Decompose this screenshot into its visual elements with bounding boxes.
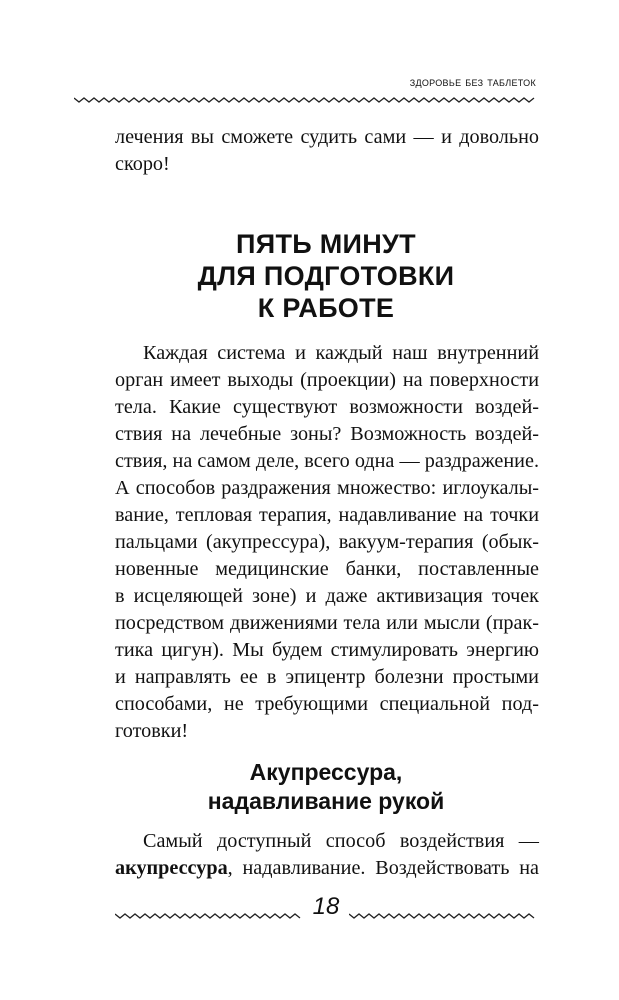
paragraph-line: Каждая система и каждый наш внутренний (143, 342, 539, 364)
page-number: 18 (312, 893, 340, 920)
footer-ornament-left (115, 912, 303, 920)
paragraph-line: А способов раздражения множество: иглоукалы- (115, 477, 539, 499)
bold-term: акупрессура (115, 857, 228, 879)
paragraph-line-rest: , надавливание. Воздействовать на (227, 857, 539, 879)
section-heading (74, 228, 578, 324)
paragraph-line: готовки! (115, 720, 189, 742)
zigzag-path (349, 914, 534, 918)
heading-line: ПЯТЬ МИНУТ (236, 229, 416, 259)
paragraph-line: тела. Какие существуют возможности воздей- (115, 396, 539, 418)
paragraph-line: ствия, на самом деле, всего одна — раздражение. (115, 450, 539, 472)
paragraph-line: способами, не требующими специальной под- (115, 693, 539, 715)
paragraph-line: тика цигун). Мы будем стимулировать энергию (115, 639, 539, 661)
subheading-line: Акупрессура, (249, 759, 403, 785)
paragraph-line: вание, тепловая терапия, надавливание на точки (115, 504, 539, 526)
body-paragraph (115, 340, 539, 745)
last-paragraph (115, 828, 539, 882)
subheading (74, 758, 578, 816)
zigzag-path (115, 914, 300, 918)
paragraph-line: орган имеет выходы (проекции) на поверхности (115, 369, 539, 391)
paragraph-line: и направлять ее в эпицентр болезни простыми (115, 666, 539, 688)
paragraph-line: Самый доступный способ воздействия — (143, 830, 539, 852)
top-ornament-rule (74, 96, 536, 104)
fragment-line: лечения вы сможете судить сами — и довольно (115, 126, 539, 148)
paragraph-line: в исцеляющей зоне) и даже активизация точек (115, 585, 539, 607)
top-fragment (115, 124, 539, 178)
footer-ornament-right (349, 912, 537, 920)
running-head: здоровье без таблеток (409, 74, 536, 89)
fragment-line: скоро! (115, 153, 170, 175)
heading-line: ДЛЯ ПОДГОТОВКИ (197, 261, 455, 291)
paragraph-line (115, 855, 539, 882)
paragraph-line: посредством движениями тела или мысли (прак- (115, 612, 539, 634)
paragraph-line: новенные медицинские банки, поставленные (115, 558, 539, 580)
paragraph-line: пальцами (акупрессура), вакуум-терапия (обык- (115, 531, 539, 553)
zigzag-path (74, 98, 534, 102)
subheading-line: надавливание рукой (207, 788, 445, 814)
paragraph-line: ствия на лечебные зоны? Возможность воздей- (115, 423, 539, 445)
heading-line: К РАБОТЕ (257, 293, 395, 323)
